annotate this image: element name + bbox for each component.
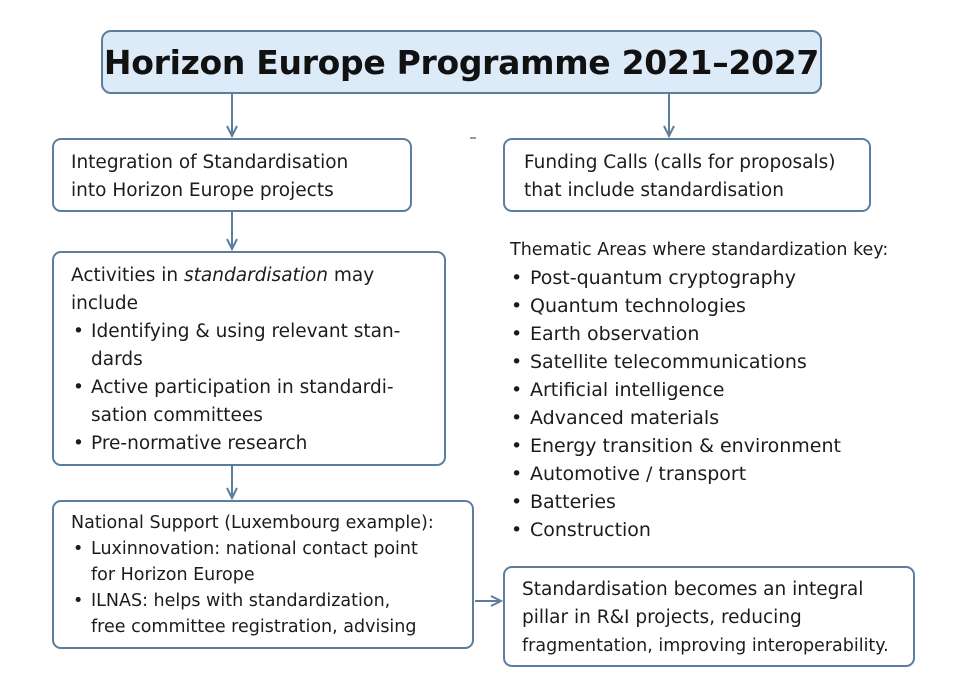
list-item: • Energy transition & environment [510,432,950,460]
funding-line-2: that include standardisation [524,180,784,201]
national-support-box [52,500,474,649]
integration-line-2: into Horizon Europe projects [71,180,334,201]
list-item [71,588,466,640]
integration-box [52,138,412,212]
list-item [71,536,466,588]
list-item [71,430,434,458]
diagram-title: Horizon Europe Programme 2021–2027 [103,42,820,82]
list-item-text: free committee registration, advising [91,617,417,637]
list-item-text: • Luxinnovation: national contact point [91,539,418,559]
list-item: • Construction [510,516,950,544]
list-item-text: • Pre-normative research [91,433,308,454]
activities-box [52,251,446,466]
thematic-heading-label: Thematic Areas [510,240,647,260]
list-item [71,374,434,430]
outcome-line-3: fragmentation, improving interoperability. [522,636,889,656]
list-item-text: sation committees [91,405,263,426]
list-item-text: • Active participation in standardi- [91,377,394,398]
activities-intro-suffix: may [327,265,375,286]
list-item-text: • Identifying & using relevant stan- [91,321,401,342]
outcome-box [503,566,915,667]
national-heading: National Support (Luxembourg example): [71,513,434,533]
list-item-text: dards [91,349,143,370]
outcome-line-1: Standardisation becomes an integral [522,579,864,600]
activities-list [71,318,434,458]
thematic-areas [510,236,950,544]
title-box [101,30,822,94]
list-item-text: for Horizon Europe [91,565,255,585]
list-item [71,318,434,374]
list-item: • Satellite telecommunications [510,348,950,376]
list-item: • Batteries [510,488,950,516]
national-list [71,536,466,640]
activities-intro-emphasis: standardisation [184,265,328,286]
list-item: • Advanced materials [510,404,950,432]
list-item: • Artificial intelligence [510,376,950,404]
activities-intro-prefix: Activities in [71,265,185,286]
thematic-heading [510,236,950,264]
list-item: • Post-quantum cryptography [510,264,950,292]
activities-intro [71,262,434,290]
funding-line-1: Funding Calls (calls for proposals) [524,152,836,173]
outcome-line-2: pillar in R&I projects, reducing [522,607,802,628]
activities-intro-line-2: include [71,293,139,314]
thematic-list [510,264,950,544]
funding-box [503,138,871,212]
list-item: • Earth observation [510,320,950,348]
integration-line-1: Integration of Standardisation [71,152,349,173]
list-item-text: • ILNAS: helps with standardization, [91,591,391,611]
list-item: • Automotive / transport [510,460,950,488]
list-item: • Quantum technologies [510,292,950,320]
thematic-heading-rest: where standardization key: [646,240,889,260]
